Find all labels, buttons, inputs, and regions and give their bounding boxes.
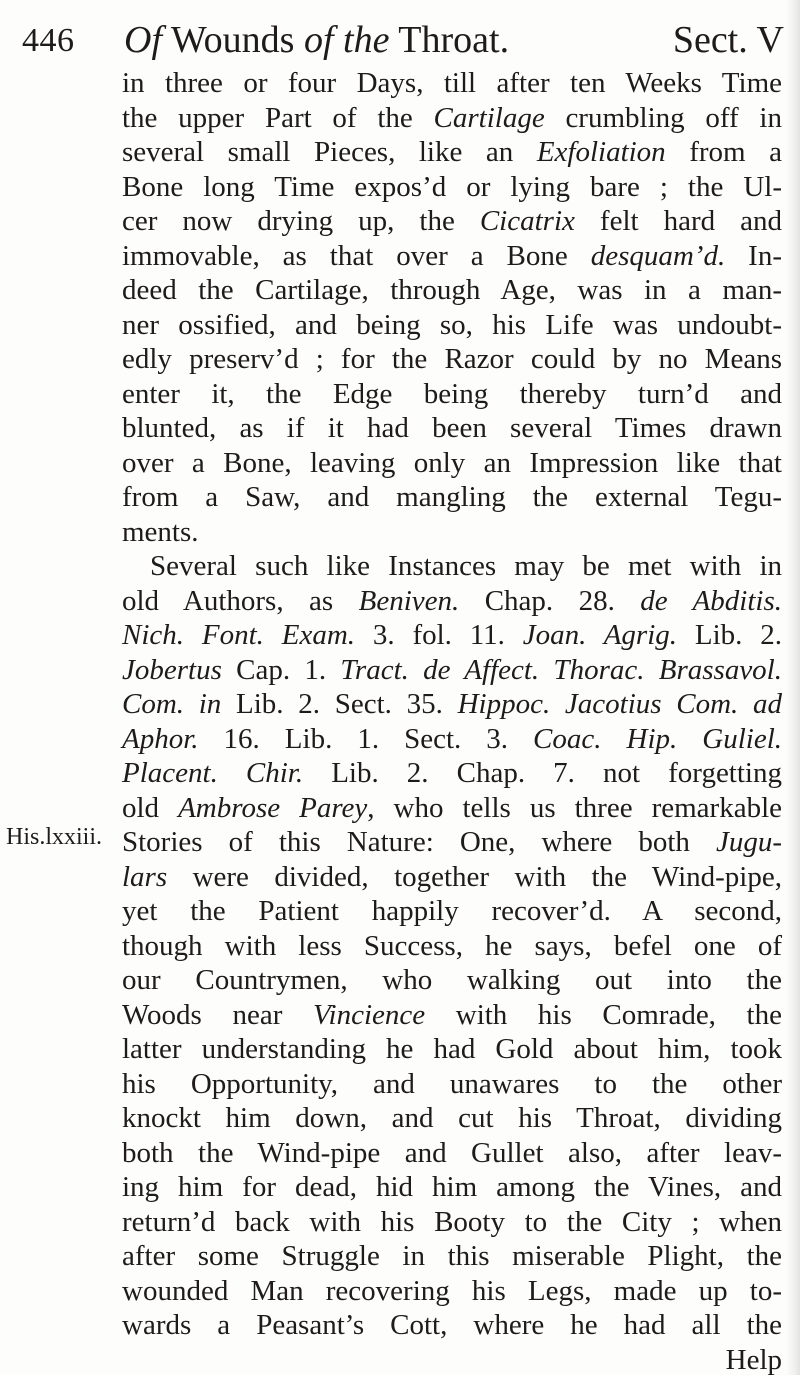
text-run: were divided, together with the Wind-pipe, <box>167 861 782 893</box>
body-text <box>122 66 782 1377</box>
text-line <box>122 411 782 446</box>
title-word-the: the <box>343 19 389 61</box>
text-line <box>122 342 782 377</box>
text-line <box>122 584 782 619</box>
text-line <box>122 1101 782 1136</box>
text-run: after some Struggle in this miserable Plight, the <box>122 1240 782 1272</box>
text-run: deed the Cartilage, through Age, was in a man- <box>122 274 782 306</box>
text-line <box>122 204 782 239</box>
section-reference: Sect. V <box>673 18 784 62</box>
italic-run: Nich. Font. Exam. <box>122 619 355 651</box>
text-run: old Authors, as <box>122 585 359 617</box>
text-line <box>122 170 782 205</box>
text-line <box>122 825 782 860</box>
text-run: our Countrymen, who walking out into the <box>122 964 782 996</box>
text-run: return’d back with his Booty to the City ; when <box>122 1206 782 1238</box>
text-run: felt hard and <box>575 205 782 237</box>
title-word-of-2: of <box>304 19 334 61</box>
italic-run: Placent. Chir. <box>122 757 303 789</box>
page-number: 446 <box>22 22 75 60</box>
text-line <box>122 722 782 757</box>
text-line <box>122 377 782 412</box>
italic-run: Jugu- <box>716 826 782 858</box>
italic-run: Tract. de Affect. Thorac. Brassavol. <box>340 654 782 686</box>
text-run: 16. Lib. 1. Sect. 3. <box>199 723 534 755</box>
italic-run: de Abditis. <box>640 585 782 617</box>
italic-run: Hippoc. Jacotius Com. ad <box>458 688 782 720</box>
italic-run: Coac. Hip. Guliel. <box>533 723 782 755</box>
running-header <box>22 10 792 66</box>
italic-run: Exfoliation <box>537 136 666 168</box>
text-line <box>122 273 782 308</box>
italic-run: Vincience <box>313 999 425 1031</box>
text-run: Lib. 2. Sect. 35. <box>221 688 457 720</box>
italic-run: lars <box>122 861 167 893</box>
text-run: the upper Part of the <box>122 102 434 134</box>
text-line <box>122 1205 782 1240</box>
title-word-throat: Throat. <box>398 19 509 61</box>
text-run: in three or four Days, till after ten Weeks Time <box>122 67 782 99</box>
text-run: enter it, the Edge being thereby turn’d and <box>122 378 782 410</box>
text-run: Stories of this Nature: One, where both <box>122 826 716 858</box>
text-run: Woods near <box>122 999 313 1031</box>
text-run: 3. fol. 11. <box>355 619 523 651</box>
text-run: Chap. 28. <box>459 585 640 617</box>
text-line <box>122 756 782 791</box>
text-line <box>122 894 782 929</box>
text-line <box>122 101 782 136</box>
text-run: crumbling off in <box>545 102 782 134</box>
text-run: his Opportunity, and unawares to the other <box>122 1068 782 1100</box>
text-line <box>122 929 782 964</box>
italic-run: Jobertus <box>122 654 222 686</box>
text-run: cer now drying up, the <box>122 205 480 237</box>
italic-run: Aphor. <box>122 723 199 755</box>
text-run: yet the Patient happily recover’d. A second, <box>122 895 782 927</box>
italic-run: Cicatrix <box>480 205 575 237</box>
text-line <box>122 1239 782 1274</box>
text-run: ing him for dead, hid him among the Vines, and <box>122 1171 782 1203</box>
text-line <box>122 963 782 998</box>
italic-run: Com. in <box>122 688 221 720</box>
text-run: immovable, as that over a Bone <box>122 240 591 272</box>
italic-run: Ambrose Parey <box>178 792 367 824</box>
text-line <box>122 135 782 170</box>
text-run: Lib. 2. <box>677 619 782 651</box>
text-line <box>122 308 782 343</box>
text-run: Help <box>726 1344 782 1376</box>
running-title <box>124 18 509 62</box>
text-line <box>122 1274 782 1309</box>
margin-note: His.lxxiii. <box>6 824 102 851</box>
text-run: In- <box>725 240 782 272</box>
text-line <box>122 1067 782 1102</box>
text-line <box>122 998 782 1033</box>
text-line <box>122 791 782 826</box>
text-line <box>122 66 782 101</box>
text-run: with his Comrade, the <box>425 999 782 1031</box>
text-line <box>122 653 782 688</box>
text-line <box>122 1032 782 1067</box>
text-run: , who tells us three remarkable <box>367 792 782 824</box>
text-line <box>122 515 782 550</box>
text-run: Lib. 2. Chap. 7. not forgetting <box>303 757 782 789</box>
italic-run: Joan. Agrig. <box>523 619 677 651</box>
title-word-wounds: Wounds <box>171 19 295 61</box>
text-run: several small Pieces, like an <box>122 136 537 168</box>
text-line <box>122 239 782 274</box>
text-line <box>122 1343 782 1377</box>
text-run: blunted, as if it had been several Times drawn <box>122 412 782 444</box>
text-line <box>122 618 782 653</box>
page-gutter-shadow <box>786 0 800 1375</box>
text-line <box>122 1170 782 1205</box>
text-line <box>122 480 782 515</box>
text-run: from a Saw, and mangling the external Tegu- <box>122 481 782 513</box>
text-run: old <box>122 792 178 824</box>
title-word-of: Of <box>124 19 162 61</box>
text-line <box>122 1308 782 1343</box>
text-run: from a <box>666 136 782 168</box>
italic-run: Beniven. <box>359 585 460 617</box>
italic-run: Cartilage <box>434 102 545 134</box>
text-run: ner ossified, and being so, his Life was undoubt- <box>122 309 782 341</box>
text-line <box>122 549 782 584</box>
text-line <box>122 687 782 722</box>
text-line <box>122 860 782 895</box>
text-run: wounded Man recovering his Legs, made up to- <box>122 1275 782 1307</box>
text-run: wards a Peasant’s Cott, where he had all the <box>122 1309 782 1341</box>
text-run: ments. <box>122 516 199 548</box>
text-run: edly preserv’d ; for the Razor could by no Means <box>122 343 782 375</box>
text-run: both the Wind-pipe and Gullet also, after leav- <box>122 1137 782 1169</box>
text-run: over a Bone, leaving only an Impression like that <box>122 447 782 479</box>
text-line <box>122 1136 782 1171</box>
text-run: latter understanding he had Gold about him, took <box>122 1033 782 1065</box>
text-run: knockt him down, and cut his Throat, dividing <box>122 1102 782 1134</box>
text-run: Cap. 1. <box>222 654 341 686</box>
text-line <box>122 446 782 481</box>
italic-run: desquam’d. <box>591 240 726 272</box>
text-run: though with less Success, he says, befel one of <box>122 930 782 962</box>
text-run: Bone long Time expos’d or lying bare ; the Ul- <box>122 171 782 203</box>
text-run: Several such like Instances may be met with in <box>150 550 782 582</box>
